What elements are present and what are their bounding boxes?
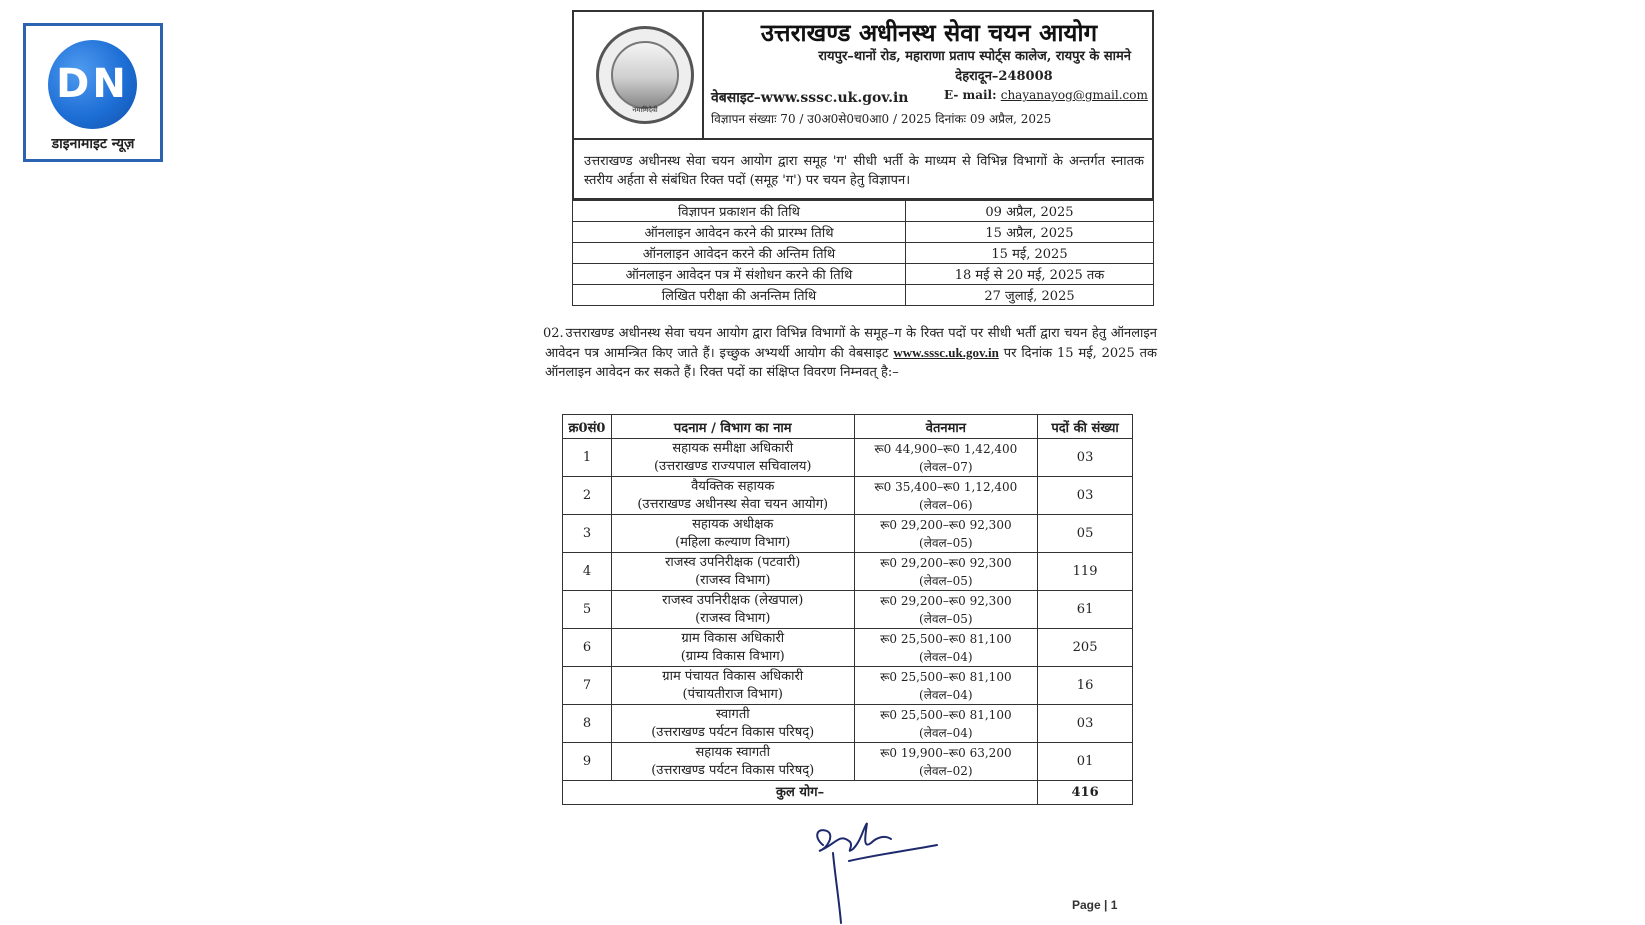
pay-scale: रू0 29,200–रू0 92,300 [880, 555, 1012, 570]
post-cell [611, 553, 854, 591]
post-dept: (उत्तराखण्ड राज्यपाल सचिवालय) [653, 458, 812, 474]
pay-cell [854, 515, 1038, 553]
post-cell [611, 743, 854, 781]
table-row [563, 743, 1133, 781]
pay-scale: रू0 25,500–रू0 81,100 [880, 631, 1012, 646]
table-row [573, 264, 1154, 285]
serial-cell: 2 [563, 477, 612, 515]
post-cell [611, 439, 854, 477]
post-cell [611, 705, 854, 743]
post-name: राजस्व उपनिरीक्षक (लेखपाल) [662, 592, 804, 608]
paragraph-text-before: उत्तराखण्ड अधीनस्थ सेवा चयन आयोग द्वारा विभिन्न विभागों के समूह–ग के रिक्त पदों पर सीधी भर्ती द्वारा चयन हेतु ऑनलाइन आवेदन पत्र आमन्त्रित किए जाते हैं। इच्छुक अभ्यर्थी आयोग की वेबसाइट [545, 326, 1157, 361]
pay-level: (लेवल–04) [919, 687, 973, 702]
table-row [563, 515, 1133, 553]
pay-scale: रू0 29,200–रू0 92,300 [880, 593, 1012, 608]
post-dept: (पंचायतीराज विभाग) [682, 686, 783, 702]
post-name: वैयक्तिक सहायक [691, 478, 775, 494]
page-number: Page | 1 [1072, 898, 1118, 912]
org-address: रायपुर–थानों रोड, महाराणा प्रताप स्पोर्ट्स कालेज, रायपुर के सामने [818, 49, 1131, 64]
serial-cell: 3 [563, 515, 612, 553]
count-cell: 03 [1038, 477, 1133, 515]
paragraph-number: 02. [543, 326, 564, 341]
letterhead [572, 10, 1154, 140]
date-label: ऑनलाइन आवेदन करने की अन्तिम तिथि [573, 243, 906, 264]
table-row [573, 222, 1154, 243]
pay-cell [854, 629, 1038, 667]
posts-table [562, 414, 1133, 805]
pay-cell [854, 553, 1038, 591]
pay-level: (लेवल–02) [919, 763, 973, 778]
emblem-text: नमामिदेवी [632, 106, 658, 114]
pay-scale: रू0 25,500–रू0 81,100 [880, 669, 1012, 684]
post-cell [611, 477, 854, 515]
website-link[interactable]: www.sssc.uk.gov.in [893, 345, 999, 360]
total-value: 416 [1038, 781, 1133, 805]
date-value: 15 मई, 2025 [906, 243, 1154, 264]
pay-cell [854, 705, 1038, 743]
pay-scale: रू0 19,900–रू0 63,200 [880, 745, 1012, 760]
pay-level: (लेवल–04) [919, 725, 973, 740]
email-link[interactable]: chayanayog@gmail.com [1000, 88, 1148, 102]
table-row [563, 629, 1133, 667]
post-dept: (राजस्व विभाग) [695, 610, 771, 626]
serial-cell: 1 [563, 439, 612, 477]
mountain-emblem-icon [611, 41, 679, 109]
table-row [573, 285, 1154, 306]
header-pay: वेतनमान [854, 415, 1038, 439]
post-cell [611, 591, 854, 629]
pay-cell [854, 439, 1038, 477]
date-label: ऑनलाइन आवेदन पत्र में संशोधन करने की तिथि [573, 264, 906, 285]
email-label: E- mail: [944, 88, 997, 102]
table-row [573, 201, 1154, 222]
serial-cell: 9 [563, 743, 612, 781]
serial-cell: 7 [563, 667, 612, 705]
pay-scale: रू0 35,400–रू0 1,12,400 [874, 479, 1018, 494]
table-row [563, 667, 1133, 705]
table-row [563, 591, 1133, 629]
count-cell: 03 [1038, 439, 1133, 477]
post-dept: (उत्तराखण्ड पर्यटन विकास परिषद्) [651, 724, 815, 740]
pay-cell [854, 667, 1038, 705]
org-website: वेबसाइट–www.sssc.uk.gov.in [711, 90, 909, 106]
post-name: ग्राम पंचायत विकास अधिकारी [662, 668, 804, 684]
post-name: स्वागती [715, 706, 750, 722]
commission-emblem-icon [596, 26, 694, 124]
date-value: 27 जुलाई, 2025 [906, 285, 1154, 306]
paragraph-text-after: पर दिनांक 15 मई, 2025 तक ऑनलाइन आवेदन कर सकते हैं। रिक्त पदों का संक्षिप्त विवरण निम्नवत् है:– [545, 346, 1157, 380]
pay-scale: रू0 44,900–रू0 1,42,400 [874, 441, 1018, 456]
post-name: सहायक समीक्षा अधिकारी [672, 440, 794, 456]
pay-level: (लेवल–04) [919, 649, 973, 664]
date-value: 15 अप्रैल, 2025 [906, 222, 1154, 243]
table-row [563, 553, 1133, 591]
header-count: पदों की संख्या [1038, 415, 1133, 439]
pay-cell [854, 477, 1038, 515]
date-value: 18 मई से 20 मई, 2025 तक [906, 264, 1154, 285]
serial-cell: 4 [563, 553, 612, 591]
post-dept: (उत्तराखण्ड अधीनस्थ सेवा चयन आयोग) [637, 496, 829, 512]
post-name: राजस्व उपनिरीक्षक (पटवारी) [665, 554, 801, 570]
logo-subtitle: डाइनामाइट न्यूज़ [51, 136, 135, 152]
table-row [563, 705, 1133, 743]
pay-level: (लेवल–06) [919, 497, 973, 512]
count-cell: 205 [1038, 629, 1133, 667]
pay-level: (लेवल–05) [919, 611, 973, 626]
table-row [573, 243, 1154, 264]
pay-cell [854, 591, 1038, 629]
date-label: ऑनलाइन आवेदन करने की प्रारम्भ तिथि [573, 222, 906, 243]
post-name: ग्राम विकास अधिकारी [681, 630, 785, 646]
advert-number: विज्ञापन संख्याः 70 / उ0अ0से0च0आ0 / 2025 दिनांकः 09 अप्रैल, 2025 [711, 112, 1052, 126]
dates-table [572, 200, 1154, 306]
serial-cell: 5 [563, 591, 612, 629]
pay-level: (लेवल–05) [919, 535, 973, 550]
header-serial: क्र0सं0 [563, 415, 612, 439]
signature-icon [805, 815, 945, 925]
post-cell [611, 629, 854, 667]
total-row [563, 781, 1133, 805]
total-label: कुल योग– [563, 781, 1038, 805]
header-post: पदनाम / विभाग का नाम [611, 415, 854, 439]
post-dept: (महिला कल्याण विभाग) [675, 534, 791, 550]
table-row [563, 439, 1133, 477]
post-cell [611, 515, 854, 553]
count-cell: 01 [1038, 743, 1133, 781]
pay-level: (लेवल–05) [919, 573, 973, 588]
serial-cell: 8 [563, 705, 612, 743]
post-name: सहायक स्वागती [695, 744, 770, 760]
logo-letters: DN [56, 61, 129, 107]
org-email [944, 88, 1148, 102]
pay-scale: रू0 29,200–रू0 92,300 [880, 517, 1012, 532]
emblem-box [574, 12, 704, 138]
count-cell: 119 [1038, 553, 1133, 591]
count-cell: 03 [1038, 705, 1133, 743]
intro-text: उत्तराखण्ड अधीनस्थ सेवा चयन आयोग द्वारा समूह 'ग' सीधी भर्ती के माध्यम से विभिन्न विभागों के अन्तर्गत स्नातक स्तरीय अर्हता से संबंधित रिक्त पदों (समूह 'ग') पर चयन हेतु विज्ञापन। [572, 140, 1154, 200]
post-dept: (उत्तराखण्ड पर्यटन विकास परिषद्) [651, 762, 815, 778]
pay-level: (लेवल–07) [919, 459, 973, 474]
count-cell: 16 [1038, 667, 1133, 705]
date-label: लिखित परीक्षा की अनन्तिम तिथि [573, 285, 906, 306]
pay-scale: रू0 25,500–रू0 81,100 [880, 707, 1012, 722]
post-cell [611, 667, 854, 705]
serial-cell: 6 [563, 629, 612, 667]
table-row [563, 477, 1133, 515]
date-value: 09 अप्रैल, 2025 [906, 201, 1154, 222]
post-name: सहायक अधीक्षक [692, 516, 774, 532]
count-cell: 05 [1038, 515, 1133, 553]
count-cell: 61 [1038, 591, 1133, 629]
org-title: उत्तराखण्ड अधीनस्थ सेवा चयन आयोग [760, 18, 1098, 47]
date-label: विज्ञापन प्रकाशन की तिथि [573, 201, 906, 222]
post-dept: (ग्राम्य विकास विभाग) [680, 648, 785, 664]
org-city: देहरादून–248008 [955, 69, 1053, 84]
post-dept: (राजस्व विभाग) [695, 572, 771, 588]
table-header-row [563, 415, 1133, 439]
paragraph-02 [545, 324, 1157, 382]
pay-cell [854, 743, 1038, 781]
